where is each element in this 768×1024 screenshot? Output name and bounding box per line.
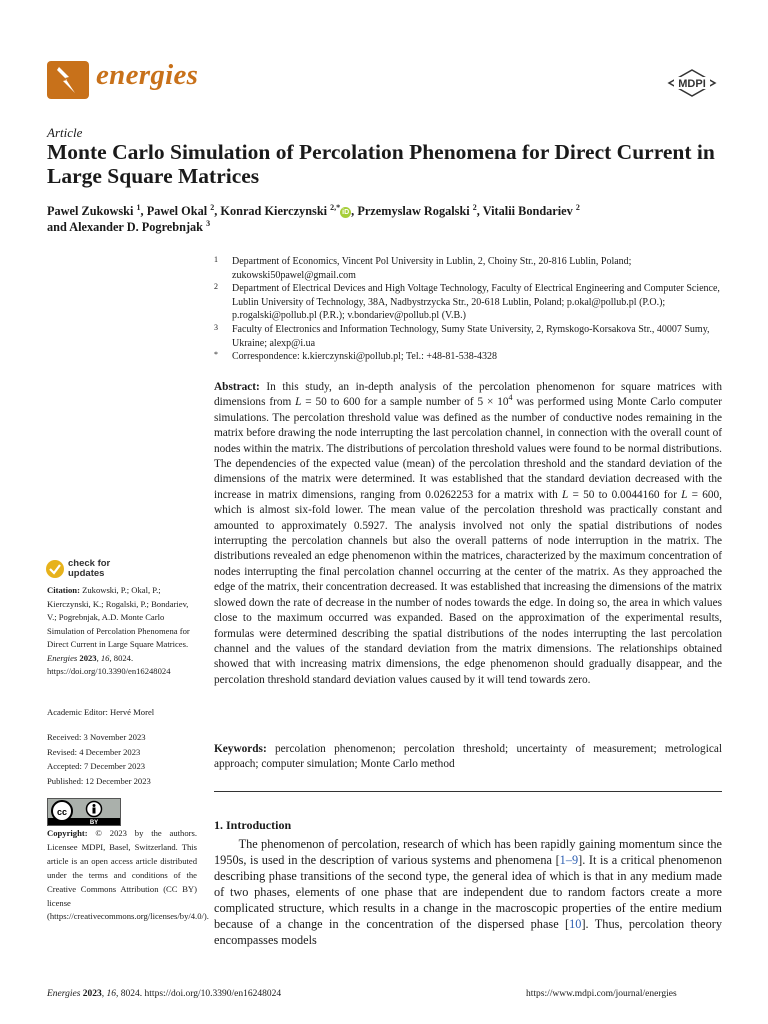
- affiliations: [214, 255, 724, 364]
- keywords: Keywords: percolation phenomenon; percolation threshold; uncertainty of measurement; metrological approach; computer simulation; Monte Carlo method: [214, 743, 722, 771]
- author: Pawel Zukowski: [47, 204, 134, 218]
- affiliation-item: * Correspondence: k.kierczynski@pollub.pl; Tel.: +48-81-538-4328: [214, 350, 498, 363]
- author-sup: 2: [575, 202, 580, 212]
- affiliation-item: 1 Department of Economics, Vincent Pol University in Lublin, 2, Choiny Str., 20-816 Lublin, Poland; zukowski50pawel@gmail.com: [214, 255, 632, 281]
- paper-title: Monte Carlo Simulation of Percolation Phenomena for Direct Current in Large Square Matrices: [47, 140, 715, 188]
- check-for-updates-icon[interactable]: [45, 559, 65, 579]
- author-sup: 2: [472, 202, 477, 212]
- author: Alexander D. Pogrebnjak: [69, 220, 204, 234]
- citation-block: Citation: Zukowski, P.; Okal, P.; Kierczynski, K.; Rogalski, P.; Bondariev, V.; Pogrebnjak, A.D. Monte Carlo Simulation of Percolation Phenomena for Direct Current in Large Square Matrices. Energies 2023, 16, 8024. https://doi.org/10.3390/en16248024: [47, 585, 190, 676]
- academic-editor: Academic Editor: Hervé Morel: [47, 707, 155, 717]
- publication-dates: Received: 3 November 2023 Revised: 4 December 2023 Accepted: 7 December 2023 Published: 12 December 2023: [47, 732, 151, 786]
- author: Konrad Kierczynski: [220, 204, 328, 218]
- cc-by-label: BY: [89, 820, 99, 825]
- copyright-notice: Copyright: © 2023 by the authors. Licensee MDPI, Basel, Switzerland. This article is an open access article distributed under the terms and conditions of the Creative Commons Attribution (CC BY) license (https://creativecommons.org/licenses/by/4.0/).: [47, 828, 209, 922]
- svg-text:cc: cc: [56, 807, 68, 817]
- keywords-label: Keywords:: [214, 743, 267, 755]
- intro-paragraph: The phenomenon of percolation, research of which has been rapidly gaining momentum since the 1950s, is used in the description of various systems and phenomena [1–9]. It is a critical phenomenon describing phase transitions of the second type, the general idea of which is that in any medium made of two phases, elements of one phase that are independent due to random factors create a more complicated structure, which results in a change in the macroscopic properties of the entire medium because of a change in the concentration of the dispersed phase [10]. Thus, percolation theory encompasses models: [214, 837, 722, 947]
- author: Pawel Okal: [146, 204, 208, 218]
- author-prefix: and: [47, 220, 67, 234]
- abstract: Abstract: In this study, an in-depth analysis of the percolation phenomenon for square matrices with dimensions from L = 50 to 600 for a sample number of $5 \times 10^4$ was performed using Monte Carlo computer simulations. The percolation threshold value was defined as the number of conductive nodes remaining in the matrix before drawing the node interrupting the last percolation channel, in connection with the overall count of nodes within the matrix. The distributions of percolation threshold values were found to be normal distributions. The dependencies of the expected value (mean) of the percolation threshold and the standard deviation of the dimensions of the matrix were determined. It was established that the standard deviation decreased with the increase in matrix dimensions, ranging from 0.0262253 for a matrix with L = 50 to 0.0044160 for L = 600, which is almost six-fold lower. The mean value of the percolation threshold was practically constant and amounted to approximately 0.5927. The analysis involved not only the spatial distributions of nodes interrupting the percolation channels but also the overall patterns of node interruption in the matrix. The distributions revealed an edge phenomenon within the matrices, characterized by the maximum concentration of nodes interrupting the final percolation channel occurring at the center of the matrix. As they approached the edge of the matrix, their concentration decreased. It was established that increasing the dimensions of the matrix slowed down the rate of decrease in the number of nodes towards the edge. In doing so, the area in which values close to the maximum occurred was expanded. Based on the approximation of the experimental results, formulas were determined describing the spatial distributions of the nodes interrupting the last percolation channel and the values of the standard deviation from the matrix dimensions. The relationships obtained showed that with increasing matrix dimensions, the edge phenomenon should gradually disappear, and the percolation threshold standard deviation values caused by it will tend towards zero.: [214, 381, 722, 686]
- author-sup: 2,*: [330, 202, 341, 212]
- lightning-bolt-icon: [47, 61, 89, 99]
- footer-journal-url[interactable]: https://www.mdpi.com/journal/energies: [526, 989, 677, 999]
- author-sup: 2: [210, 202, 215, 212]
- author: Vitalii Bondariev: [482, 204, 573, 218]
- abstract-label: Abstract:: [214, 381, 260, 393]
- orcid-icon[interactable]: iD: [342, 208, 350, 216]
- citation-link[interactable]: 1–9: [559, 853, 579, 867]
- mdpi-logo: [666, 68, 718, 98]
- author: Przemyslaw Rogalski: [357, 204, 470, 218]
- footer-citation: Energies 2023, 16, 8024. https://doi.org/10.3390/en16248024: [47, 989, 282, 999]
- author-list: Pawel Zukowski $^1$, Pawel Okal $^2$, Konrad Kierczynski $^{2,*}$iD , Przemyslaw Rogalski $^2$, Vitalii Bondariev $^2$ and Alexander D. Pogrebnjak $^3$: [47, 202, 580, 234]
- affiliation-item: 2 Department of Electrical Devices and High Voltage Technology, Faculty of Electrical Engineering and Computer Science, Lublin University of Technology, 38A, Nadbystrzycka Str., 20-618 Lublin, Poland; p.okal@pollub.pl (P.O.); p.rogalski@pollub.pl (P.R.); v.bondariev@pollub.pl (V.B.): [214, 282, 720, 322]
- citation-link[interactable]: 10: [569, 917, 582, 931]
- affiliation-item: 3 Faculty of Electronics and Information Technology, Sumy State University, 2, Rymskogo-Korsakova Str., 40007 Sumy, Ukraine; alexp@i.ua: [214, 322, 710, 349]
- section-heading: 1. Introduction: [214, 818, 292, 832]
- author-sup: 1: [136, 202, 141, 212]
- journal-name: energies: [96, 59, 199, 91]
- section-divider: [214, 791, 722, 792]
- journal-logo: [47, 61, 89, 99]
- author-sup: 3: [206, 218, 211, 228]
- article-type: Article: [47, 125, 83, 140]
- cc-by-license-badge[interactable]: [47, 798, 121, 826]
- check-for-updates-label[interactable]: check for updates: [68, 558, 111, 579]
- mdpi-logo-text: MDPI: [678, 78, 706, 90]
